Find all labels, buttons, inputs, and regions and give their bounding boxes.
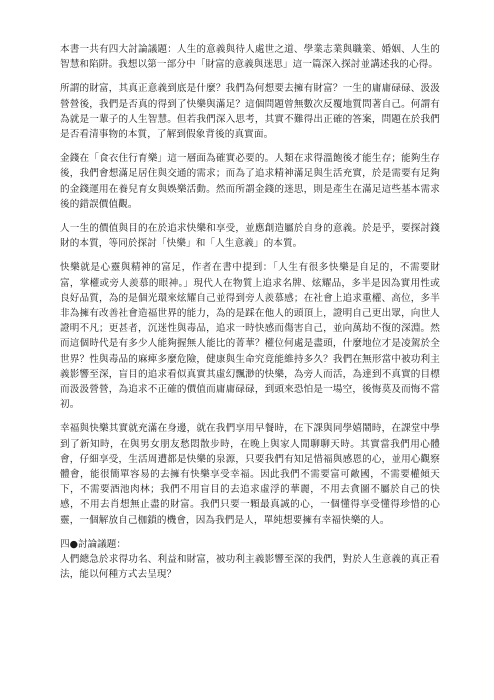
discussion-question: 人們總急於求得功名、利益和財富，被功利主義影響至深的我們，對於人生意義的真正看法，能以何種方式去呈現？ bbox=[60, 554, 440, 581]
discussion-heading: 四●討論議題： bbox=[60, 538, 126, 550]
paragraph-intro: 本書一共有四大討論議題：人生的意義與待人處世之道、學業志業與職業、婚姻、人生的智慧和陷阱。我想以第一部分中「財富的意義與迷思」這一篇深入探討並講述我的心得。 bbox=[60, 44, 440, 71]
paragraph-money-needs: 金錢在「食衣住行育樂」這一層面為確實必要的。人類在求得溫飽後才能生存；能夠生存後，我們會想滿足居住與交通的需求；而為了追求精神滿足與生活充實，於是需要有足夠的金錢運用在養兒育女與娛樂活動。然而所謂金錢的迷思，則是產生在滿足這些基本需求後的錯誤價值觀。 bbox=[60, 153, 440, 210]
paragraph-life-value: 人一生的價值與目的在於追求快樂和享受，並應創造屬於自身的意義。於是乎，要探討錢財的本質，等同於探討「快樂」和「人生意義」的本質。 bbox=[60, 223, 440, 250]
document-page bbox=[60, 42, 440, 585]
paragraph-wealth-meaning: 所謂的財富，其真正意義到底是什麼？我們為何想要去擁有財富？一生的庸庸碌碌、汲汲營營後，我們是否真的得到了快樂與滿足？這個問題曾無數次反覆地質問著自己。何謂有為就是一輩子的人生智慧。但若我們深入思考，其實不難得出正確的答案，問題在於我們是否看清事物的本質，了解到假象背後的真實面。 bbox=[60, 83, 440, 141]
paragraph-happiness: 快樂就是心靈與精神的富足，作者在書中提到：「人生有很多快樂是自足的，不需要財富，掌權或旁人羨慕的眼神。」現代人在物質上追求名牌、炫耀品，多半是因為實用性或良好品質，為的是個光環來炫耀自己並得到旁人羨慕感；在社會上追求重權、高位，多半非為擁有改善社會造福世界的能力，為的是踩在他人的頭頂上，證明自己更出眾，向世人證明不凡；更甚者，沉迷性與毒品，追求一時快感而傷害自己，並向萬劫不復的深淵。然而這個時代是有多少人能夠握無人能比的菁華？權位何處是盡頭，什麼地位才是凌駕於全世界？性與毒品的麻痺多麼危險，健康與生命究竟能維持多久？我們在無形當中被功利主義影響至深，盲目的追求看似真實其虛幻飄渺的快樂，為旁人而活，為達到不真實的目標而汲汲營營，為追求不正確的價值而庸庸碌碌，到頭來恐怕是一場空，後悔莫及而悔不當初。 bbox=[60, 262, 440, 411]
paragraph-everyday-joy: 幸福與快樂其實就充滿在身邊，就在我們享用早餐時，在下課與同學嬉鬧時，在課堂中學到了新知時，在與男女朋友愁悶散步時，在晚上與家人閒聊聊天時。其實當我們用心體會，仔細享受，生活周遭都是快樂的泉源，只要我們有知足惜福與感恩的心，並用心觀察體會，能很簡單容易的去擁有快樂享受幸福。因此我們不需要富可敵國，不需要權傾天下，不需要酒池肉林；我們不用盲目的去追求虛浮的華麗，不用去貪圖不屬於自己的快感，不用去肖想無止盡的財富。我們只要一顆最真誠的心，一個懂得享受懂得珍惜的心靈，一個解放自己枷鎖的機會，因為我們是人，單純想要擁有幸福快樂的人。 bbox=[60, 423, 440, 526]
